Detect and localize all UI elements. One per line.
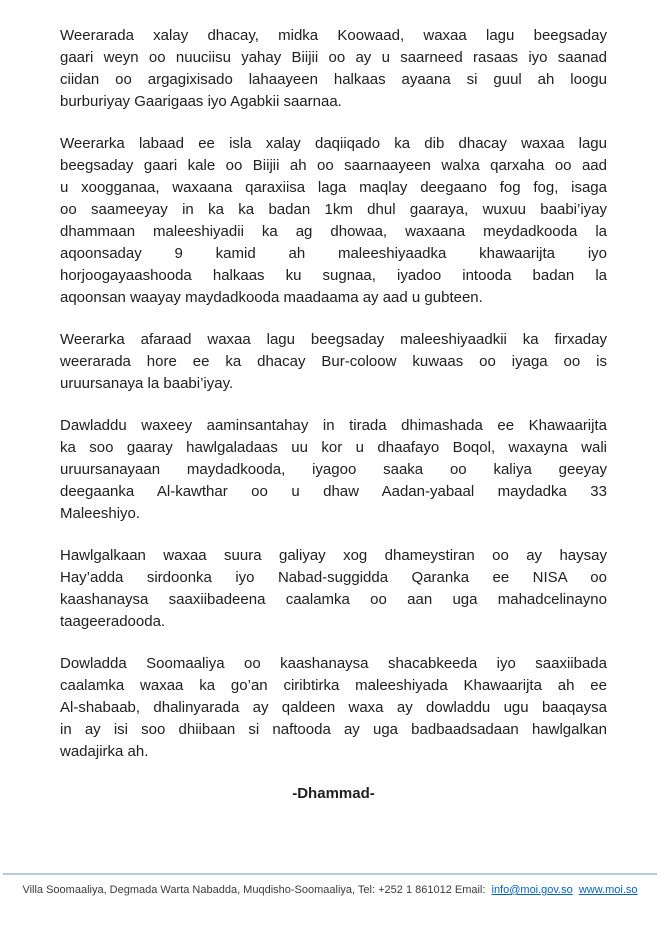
text-line: Hay’adda sirdoonka iyo Nabad-suggidda Qaranka ee NISA oo bbox=[60, 569, 607, 586]
text-line: ciidan oo argagixisado lahaayeen halkaas ayaana si guul ah loogu bbox=[60, 71, 607, 88]
text-line: u xoogganaa, waxaana qaraxiisa laga maqlay deegaano fog fog, isaga bbox=[60, 179, 607, 196]
text-line: wadajirka ah. bbox=[60, 743, 149, 760]
text-line: kaashanaysa saaxiibadeena caalamka oo aan uga mahadcelinayno bbox=[60, 591, 607, 608]
text-line: Weerarka afaraad waxaa lagu beegsaday maleeshiyaadkii ka firxaday bbox=[60, 331, 607, 348]
text-line: ka soo gaaray hawlgaladaas uu kor u dhaafayo Boqol, waxayna wali bbox=[60, 439, 607, 456]
footer-email-link[interactable]: info@moi.gov.so bbox=[491, 884, 573, 896]
text-line: horjoogayaashooda halkaas ku sugnaa, iyadoo intooda badan la bbox=[60, 267, 607, 284]
text-line: Hawlgalkaan waxaa suura galiyay xog dhameystiran oo ay haysay bbox=[60, 547, 607, 564]
text-line: uruursanayaan maydadkooda, iyagoo saaka oo kaliya geeyay bbox=[60, 461, 607, 478]
paragraph bbox=[60, 415, 607, 525]
footer-address: Villa Soomaaliya, Degmada Warta Nabadda, Muqdisho-Soomaaliya, Tel: +252 1 861012 Email: bbox=[22, 884, 486, 896]
text-line: aqoonsan waayay maydadkooda maadaama ay aad u gubteen. bbox=[60, 289, 483, 306]
text-line: caalamka waxaa ka go’an ciribtirka maleeshiyada Khawaarijta ah ee bbox=[60, 677, 607, 694]
text-line: deegaanka Al-kawthar oo u dhaw Aadan-yabaal maydadka 33 bbox=[60, 483, 607, 500]
footer-divider bbox=[3, 873, 657, 875]
text-line: dhammaan maleeshiyadii ka ag dhowaa, waxaana meydadkooda la bbox=[60, 223, 607, 240]
text-line: Maleeshiyo. bbox=[60, 505, 141, 522]
closing-text: -Dhammad- bbox=[292, 785, 375, 802]
text-line: beegsaday gaari kale oo Biijii ah oo saarnaayeen walxa qarxaha oo aad bbox=[60, 157, 607, 174]
text-line: taageeradooda. bbox=[60, 613, 166, 630]
text-line: Al-shabaab, dhalinyarada ay qaldeen waxa ay dowladdu ugu baaqaysa bbox=[60, 699, 607, 716]
text-line: aqoonsaday 9 kamid ah maleeshiyaadka khawaarijta iyo bbox=[60, 245, 607, 262]
text-line: uruursanaya la baabi’iyay. bbox=[60, 375, 234, 392]
text-line: in ay isi soo dhiibaan si naftooda ay uga badbaadsadaan hawlgalkan bbox=[60, 721, 607, 738]
text-line: Weerarada xalay dhacay, midka Koowaad, waxaa lagu beegsaday bbox=[60, 27, 607, 44]
text-line: weerarada hore ee ka dhacay Bur-coloow kuwaas oo iyaga oo is bbox=[60, 353, 607, 370]
text-line: gaari weyn oo nuuciisu yahay Biijii oo ay u saarneed rasaas iyo saanad bbox=[60, 49, 607, 66]
text-line: Dowladda Soomaaliya oo kaashanaysa shacabkeeda iyo saaxiibada bbox=[60, 655, 607, 672]
paragraph bbox=[60, 653, 607, 763]
document-body bbox=[60, 25, 607, 805]
footer-website-link[interactable]: www.moi.so bbox=[578, 884, 638, 896]
footer-text bbox=[0, 883, 660, 897]
text-line: burburiyay Gaarigaas iyo Agabkii saarnaa. bbox=[60, 93, 342, 110]
paragraph bbox=[60, 133, 607, 309]
text-line: Dawladdu waxeey aaminsantahay in tirada dhimashada ee Khawaarijta bbox=[60, 417, 607, 434]
text-line: Weerarka labaad ee isla xalay daqiiqado ka dib dhacay waxaa lagu bbox=[60, 135, 607, 152]
text-line: oo saameeyay in ka ka badan 1km dhul gaaraya, wuxuu baabi’iyay bbox=[60, 201, 607, 218]
paragraph bbox=[60, 545, 607, 633]
paragraph bbox=[60, 25, 607, 113]
footer bbox=[0, 873, 660, 897]
paragraph bbox=[60, 329, 607, 395]
